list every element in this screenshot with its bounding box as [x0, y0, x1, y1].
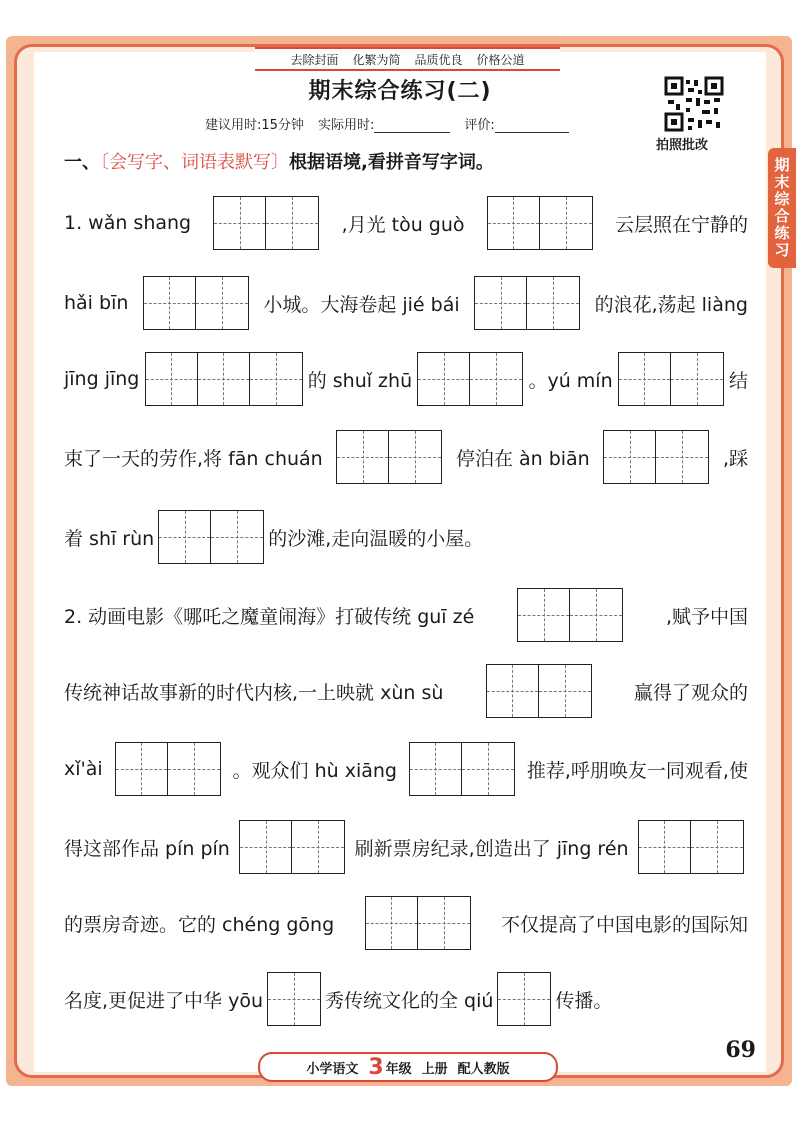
answer-box[interactable]: [618, 352, 724, 406]
answer-box[interactable]: [115, 742, 221, 796]
answer-cell[interactable]: [214, 197, 266, 249]
line-text: 着 shī rùn: [64, 527, 155, 550]
section-instruction: 根据语境,看拼音写字词。: [289, 152, 494, 173]
line-text: 赢得了观众的: [633, 681, 748, 704]
line-text: 推荐,呼朋唤友一同观看,使: [526, 759, 748, 782]
answer-box[interactable]: [638, 820, 744, 874]
line-text: 的票房奇迹。它的 chéng gōng: [64, 913, 335, 936]
line-text: hǎi bīn: [64, 292, 129, 314]
answer-box[interactable]: [487, 196, 593, 250]
answer-box[interactable]: [486, 664, 592, 718]
meta-row: [205, 114, 569, 133]
line-text: ,踩: [722, 447, 748, 470]
answer-cell[interactable]: [671, 353, 723, 405]
line-text: 传统神话故事新的时代内核,一上映就 xùn sù: [64, 681, 444, 704]
page-title: 期末综合练习(二): [308, 79, 492, 104]
answer-cell[interactable]: [198, 353, 250, 405]
exercise-line: [64, 742, 748, 796]
answer-cell[interactable]: [498, 973, 550, 1025]
answer-cell[interactable]: [268, 973, 320, 1025]
answer-cell[interactable]: [337, 431, 389, 483]
footer-term: 上册: [421, 1061, 448, 1077]
answer-cell[interactable]: [539, 665, 591, 717]
answer-cell[interactable]: [116, 743, 168, 795]
footer-grade-number: 3: [368, 1054, 384, 1080]
banner: [255, 47, 560, 71]
answer-box[interactable]: [497, 972, 551, 1026]
answer-box[interactable]: [239, 820, 345, 874]
line-text: 传播。: [555, 989, 613, 1012]
answer-box[interactable]: [143, 276, 249, 330]
line-text: 2. 动画电影《哪吒之魔童闹海》打破传统 guī zé: [64, 605, 475, 628]
line-text: xǐ'ài: [64, 758, 103, 780]
line-text: ,赋予中国: [665, 605, 748, 628]
answer-cell[interactable]: [462, 743, 514, 795]
answer-cell[interactable]: [470, 353, 522, 405]
line-text: 得这部作品 pín pín: [64, 837, 230, 860]
answer-cell[interactable]: [159, 511, 211, 563]
line-text: 1. wǎn shang: [64, 212, 192, 234]
section-tag: 〔会写字、词语表默写〕: [100, 152, 289, 173]
answer-cell[interactable]: [389, 431, 441, 483]
answer-box[interactable]: [158, 510, 264, 564]
answer-cell[interactable]: [604, 431, 656, 483]
footer-grade: 年级: [385, 1061, 412, 1077]
answer-cell[interactable]: [475, 277, 527, 329]
answer-box[interactable]: [603, 430, 709, 484]
answer-cell[interactable]: [487, 665, 539, 717]
line-text: 。观众们 hù xiāng: [232, 759, 397, 782]
banner-item: 品质优良: [414, 52, 463, 67]
page-number: 69: [725, 1037, 756, 1063]
exercise-line: [64, 196, 748, 250]
line-text: 不仅提高了中国电影的国际知: [500, 913, 748, 936]
exercise-line: [64, 820, 748, 874]
line-text: 名度,更促进了中华 yōu: [64, 989, 263, 1012]
line-text: ,月光 tòu guò: [341, 213, 465, 236]
answer-cell[interactable]: [418, 353, 470, 405]
actual-time-label: 实际用时:: [317, 118, 375, 133]
answer-box[interactable]: [365, 896, 471, 950]
exercise-line: [64, 664, 748, 718]
line-text: 束了一天的劳作,将 fān chuán: [64, 447, 323, 470]
answer-cell[interactable]: [418, 897, 470, 949]
footer-edition: 配人教版: [457, 1061, 510, 1077]
answer-cell[interactable]: [518, 589, 570, 641]
exercise-line: [64, 430, 748, 484]
answer-cell[interactable]: [540, 197, 592, 249]
footer-subject: 小学语文: [306, 1061, 359, 1077]
answer-box[interactable]: [474, 276, 580, 330]
side-tab: 期末综合练习: [768, 148, 796, 268]
line-text: 刷新票房纪录,创造出了 jīng rén: [354, 837, 629, 860]
footer-badge: [258, 1052, 558, 1082]
exercise-line: [64, 588, 748, 642]
answer-box[interactable]: [145, 352, 303, 406]
exercise-line: [64, 276, 748, 330]
section-heading: [64, 148, 494, 174]
answer-cell[interactable]: [366, 897, 418, 949]
answer-cell[interactable]: [656, 431, 708, 483]
rating-label: 评价:: [464, 118, 495, 133]
answer-cell[interactable]: [619, 353, 671, 405]
banner-item: 化繁为简: [352, 52, 401, 67]
answer-cell[interactable]: [250, 353, 302, 405]
rating-field[interactable]: [464, 114, 568, 133]
answer-cell[interactable]: [488, 197, 540, 249]
suggested-time: 建议用时:15分钟: [205, 118, 304, 133]
answer-box[interactable]: [213, 196, 319, 250]
qr-code-icon[interactable]: [664, 76, 724, 132]
answer-cell[interactable]: [410, 743, 462, 795]
answer-cell[interactable]: [240, 821, 292, 873]
answer-cell[interactable]: [292, 821, 344, 873]
banner-item: 去除封面: [290, 52, 339, 67]
qr-label: 拍照批改: [656, 138, 709, 153]
line-text: 小城。大海卷起 jié bái: [263, 293, 460, 316]
answer-box[interactable]: [336, 430, 442, 484]
line-text: 云层照在宁静的: [614, 213, 748, 236]
line-text: jīng jīng: [64, 368, 140, 390]
answer-cell[interactable]: [570, 589, 622, 641]
answer-cell[interactable]: [639, 821, 691, 873]
line-text: 的 shuǐ zhū: [307, 369, 413, 392]
answer-box[interactable]: [517, 588, 623, 642]
answer-box[interactable]: [409, 742, 515, 796]
answer-cell[interactable]: [196, 277, 248, 329]
line-text: 结: [728, 369, 748, 392]
line-text: 。yú mín: [528, 369, 613, 392]
line-text: 秀传统文化的全 qiú: [325, 989, 494, 1012]
exercise-line: [64, 896, 748, 950]
answer-cell[interactable]: [527, 277, 579, 329]
answer-cell[interactable]: [144, 277, 196, 329]
actual-time-field[interactable]: [318, 114, 450, 133]
answer-cell[interactable]: [146, 353, 198, 405]
exercise-line: [64, 352, 748, 406]
line-text: 的沙滩,走向温暖的小屋。: [268, 527, 484, 550]
line-text: 停泊在 àn biān: [455, 447, 590, 470]
banner-item: 价格公道: [476, 52, 525, 67]
line-text: 的浪花,荡起 liàng: [594, 293, 748, 316]
answer-cell[interactable]: [691, 821, 743, 873]
exercise-line: [64, 510, 748, 564]
answer-cell[interactable]: [168, 743, 220, 795]
answer-cell[interactable]: [211, 511, 263, 563]
answer-box[interactable]: [417, 352, 523, 406]
answer-box[interactable]: [267, 972, 321, 1026]
exercise-line: [64, 972, 748, 1026]
answer-cell[interactable]: [266, 197, 318, 249]
section-number: 一、: [64, 152, 100, 173]
